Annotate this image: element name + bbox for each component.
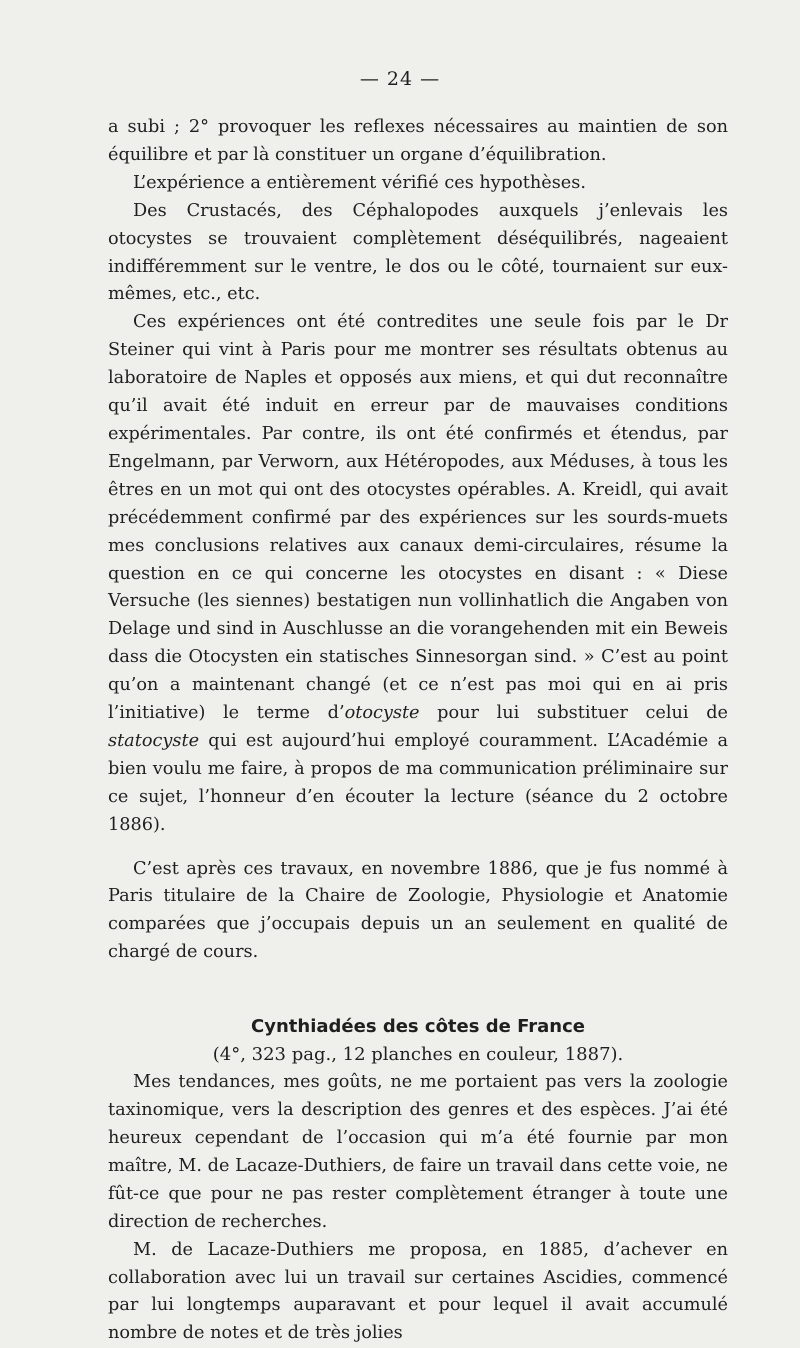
term-otocyste: otocyste bbox=[344, 703, 420, 724]
paragraph-experiences bbox=[108, 309, 728, 839]
page-body bbox=[108, 114, 728, 1348]
section-subtitle: (4°, 323 pag., 12 planches en couleur, 1887). bbox=[212, 1044, 624, 1066]
term-statocyste: statocyste bbox=[108, 730, 200, 751]
experiences-text-2: pour lui substituer celui de bbox=[419, 703, 728, 724]
section-title: Cynthiadées des côtes de France bbox=[251, 1016, 585, 1038]
paragraph-nomination: C’est après ces travaux, en novembre 1886, que je fus nommé à Paris titulaire de la Chaire de Zoologie, Physiologie et Anatomie comparées que j’occupais depuis un an seulement en qualité de chargé de cours. bbox=[108, 858, 728, 963]
paragraph-continuation: a subi ; 2° provoquer les reflexes nécessaires au maintien de son équilibre et par là constituer un organe d’équilibration. bbox=[108, 117, 728, 165]
page-number: — 24 — bbox=[359, 68, 441, 90]
paragraph-lacaze-duthiers: M. de Lacaze-Duthiers me proposa, en 1885, d’achever en collaboration avec lui un travail sur certaines Ascidies, commencé par lui longtemps auparavant et pour lequel il avait accumulé nombre de notes et de très jolies bbox=[108, 1239, 728, 1344]
experiences-text-1: Ces expériences ont été contredites une seule fois par le Dr Steiner qui vint à Paris pour me montrer ses résultats obtenus au laboratoire de Naples et opposés aux miens, et qui dut reconnaître qu’il avait été induit en erreur par de mauvaises conditions expérimentales. Par contre, ils ont été confirmés et étendus, par Engelmann, par Verworn, aux Hétéropodes, aux Méduses, à tous les êtres en un mot qui ont des otocystes opérables. A. Kreidl, qui avait précédemment confirmé par des expériences sur les sourds-muets mes conclusions relatives aux canaux demi-circulaires, résume la question en ce qui concerne les otocystes en disant : « Diese Versuche (les siennes) bestatigen nun vollinhatlich die Angaben von Delage und sind in Auschlusse an die vorangehenden mit ein Beweis dass die Otocysten ein statisches Sinnesorgan sind. » C’est au point qu’on a maintenant changé (et ce n’est pas moi qui en ai pris l’initiative) le terme d’ bbox=[108, 312, 728, 724]
paragraph-gap bbox=[108, 840, 728, 856]
paragraph-crustaces: Des Crustacés, des Céphalopodes auxquels j’enlevais les otocystes se trouvaient complètement déséquilibrés, nageaient indifféremment sur le ventre, le dos ou le côté, tournaient sur eux-mêmes, etc., etc. bbox=[108, 200, 728, 305]
experiences-text-3: qui est aujourd’hui employé couramment. L’Académie a bien voulu me faire, à propos de ma communication préliminaire sur ce sujet, l’honneur d’en écouter la lecture (séance du 2 octobre 1886). bbox=[108, 730, 728, 835]
paragraph-hypotheses: L’expérience a entièrement vérifié ces hypothèses. bbox=[133, 172, 586, 193]
paragraph-tendances: Mes tendances, mes goûts, ne me portaient pas vers la zoologie taxinomique, vers la description des genres et des espèces. J’ai été heureux cependant de l’occasion qui m’a été fournie par mon maître, M. de Lacaze-Duthiers, de faire un travail dans cette voie, ne fût-ce que pour ne pas rester complètement étranger à toute une direction de recherches. bbox=[108, 1072, 728, 1232]
